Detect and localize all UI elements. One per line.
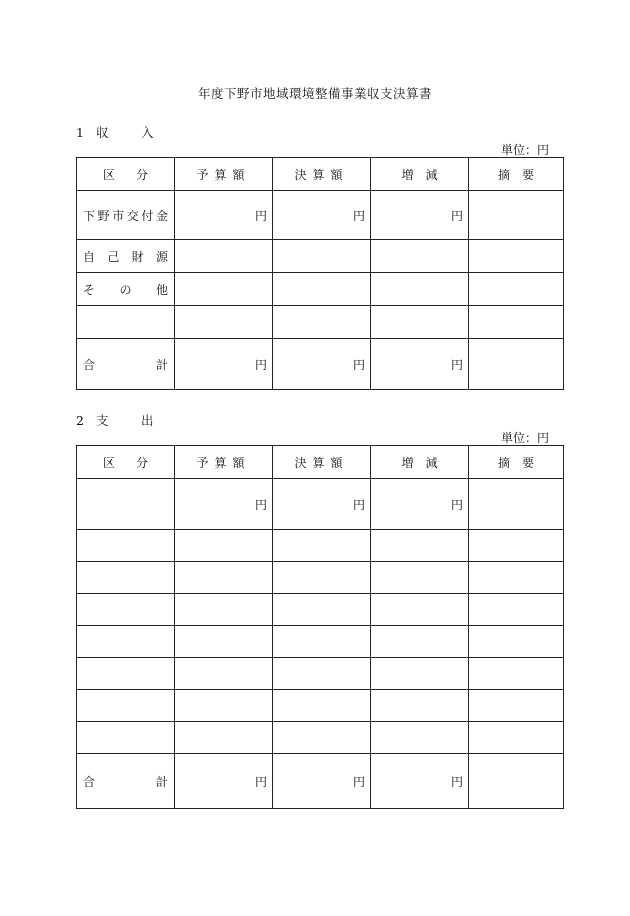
- table-row: [77, 240, 564, 273]
- income-unit-label: 単位：円: [501, 143, 550, 157]
- income-row-change: 円: [371, 191, 469, 240]
- expense-total-change: 円: [371, 754, 469, 809]
- expense-row-remarks: [469, 626, 564, 658]
- income-row-budget: [175, 306, 273, 339]
- expense-row-category: [77, 479, 175, 530]
- header-category-char-2: 分: [135, 455, 148, 470]
- expense-row-budget: [175, 690, 273, 722]
- expense-row-budget: [175, 530, 273, 562]
- income-row-remarks: [469, 306, 564, 339]
- expense-unit-label: 単位：円: [501, 431, 550, 445]
- income-row-budget: [175, 240, 273, 273]
- total-char-2: 計: [155, 357, 168, 372]
- income-row-settlement: 円: [273, 191, 371, 240]
- expense-row-settlement: [273, 690, 371, 722]
- expense-header-remarks: 摘 要: [469, 446, 564, 479]
- expense-row-remarks: [469, 690, 564, 722]
- expense-row-change: [371, 530, 469, 562]
- income-total-remarks: [469, 339, 564, 390]
- income-row-remarks: [469, 240, 564, 273]
- expense-row-change: [371, 658, 469, 690]
- expense-header-settlement: 決算額: [273, 446, 371, 479]
- expense-total-row: [77, 754, 564, 809]
- expense-total-budget: 円: [175, 754, 273, 809]
- expense-row-budget: [175, 722, 273, 754]
- income-row-change: [371, 240, 469, 273]
- expense-table: [76, 445, 564, 809]
- income-header-budget: 予算額: [175, 158, 273, 191]
- income-header-row: [77, 158, 564, 191]
- expense-row-category: [77, 722, 175, 754]
- expense-row-settlement: [273, 562, 371, 594]
- income-row-remarks: [469, 273, 564, 306]
- expense-row-remarks: [469, 722, 564, 754]
- income-row-budget: 円: [175, 191, 273, 240]
- expense-row-budget: 円: [175, 479, 273, 530]
- expense-row-category: [77, 530, 175, 562]
- document-title: 年度下野市地域環境整備事業収支決算書: [197, 86, 432, 101]
- table-row: [77, 306, 564, 339]
- expense-row-category: [77, 690, 175, 722]
- table-row: [77, 479, 564, 530]
- income-total-budget: 円: [175, 339, 273, 390]
- expense-row-budget: [175, 626, 273, 658]
- income-row-settlement: [273, 306, 371, 339]
- income-section-number: 1: [76, 125, 84, 140]
- table-row: [77, 191, 564, 240]
- table-row: [77, 626, 564, 658]
- expense-section-title: [76, 411, 164, 429]
- income-row-remarks: [469, 191, 564, 240]
- expense-header-category: [77, 446, 175, 479]
- table-row: [77, 530, 564, 562]
- table-row: [77, 658, 564, 690]
- expense-section-label: 支 出: [96, 413, 164, 428]
- expense-row-remarks: [469, 594, 564, 626]
- expense-total-category: [77, 754, 175, 809]
- income-row-category: 自己財源: [77, 240, 175, 273]
- expense-header-change: 増 減: [371, 446, 469, 479]
- header-category-char-2: 分: [135, 167, 148, 182]
- expense-row-remarks: [469, 562, 564, 594]
- income-row-settlement: [273, 273, 371, 306]
- income-row-category: [77, 306, 175, 339]
- income-section-title: [76, 123, 164, 141]
- income-total-row: [77, 339, 564, 390]
- expense-row-budget: [175, 594, 273, 626]
- expense-row-change: [371, 562, 469, 594]
- income-row-category: 下野市交付金: [77, 191, 175, 240]
- expense-row-remarks: [469, 530, 564, 562]
- income-row-budget: [175, 273, 273, 306]
- total-char-2: 計: [155, 774, 168, 789]
- expense-row-change: [371, 690, 469, 722]
- expense-row-settlement: 円: [273, 479, 371, 530]
- income-table: [76, 157, 564, 390]
- expense-row-change: 円: [371, 479, 469, 530]
- income-header-category: [77, 158, 175, 191]
- expense-header-row: [77, 446, 564, 479]
- expense-row-remarks: [469, 658, 564, 690]
- income-row-change: [371, 306, 469, 339]
- expense-row-settlement: [273, 530, 371, 562]
- income-row-change: [371, 273, 469, 306]
- expense-row-budget: [175, 562, 273, 594]
- expense-row-change: [371, 626, 469, 658]
- income-header-settlement: 決算額: [273, 158, 371, 191]
- expense-row-change: [371, 722, 469, 754]
- income-header-remarks: 摘 要: [469, 158, 564, 191]
- income-row-category: その他: [77, 273, 175, 306]
- table-row: [77, 594, 564, 626]
- header-category-char-1: 区: [103, 167, 116, 182]
- income-total-category: [77, 339, 175, 390]
- expense-row-settlement: [273, 594, 371, 626]
- expense-row-settlement: [273, 658, 371, 690]
- expense-section-number: 2: [76, 413, 84, 428]
- expense-row-settlement: [273, 722, 371, 754]
- expense-row-budget: [175, 658, 273, 690]
- total-char-1: 合: [83, 357, 96, 372]
- expense-row-category: [77, 594, 175, 626]
- income-total-settlement: 円: [273, 339, 371, 390]
- expense-row-remarks: [469, 479, 564, 530]
- expense-total-settlement: 円: [273, 754, 371, 809]
- expense-total-remarks: [469, 754, 564, 809]
- income-header-change: 増 減: [371, 158, 469, 191]
- header-category-char-1: 区: [103, 455, 116, 470]
- table-row: [77, 562, 564, 594]
- expense-row-category: [77, 562, 175, 594]
- expense-header-budget: 予算額: [175, 446, 273, 479]
- total-char-1: 合: [83, 774, 96, 789]
- table-row: [77, 690, 564, 722]
- income-section-label: 収 入: [96, 125, 164, 140]
- income-total-change: 円: [371, 339, 469, 390]
- expense-row-settlement: [273, 626, 371, 658]
- income-row-settlement: [273, 240, 371, 273]
- expense-row-category: [77, 658, 175, 690]
- table-row: [77, 273, 564, 306]
- expense-row-category: [77, 626, 175, 658]
- expense-row-change: [371, 594, 469, 626]
- table-row: [77, 722, 564, 754]
